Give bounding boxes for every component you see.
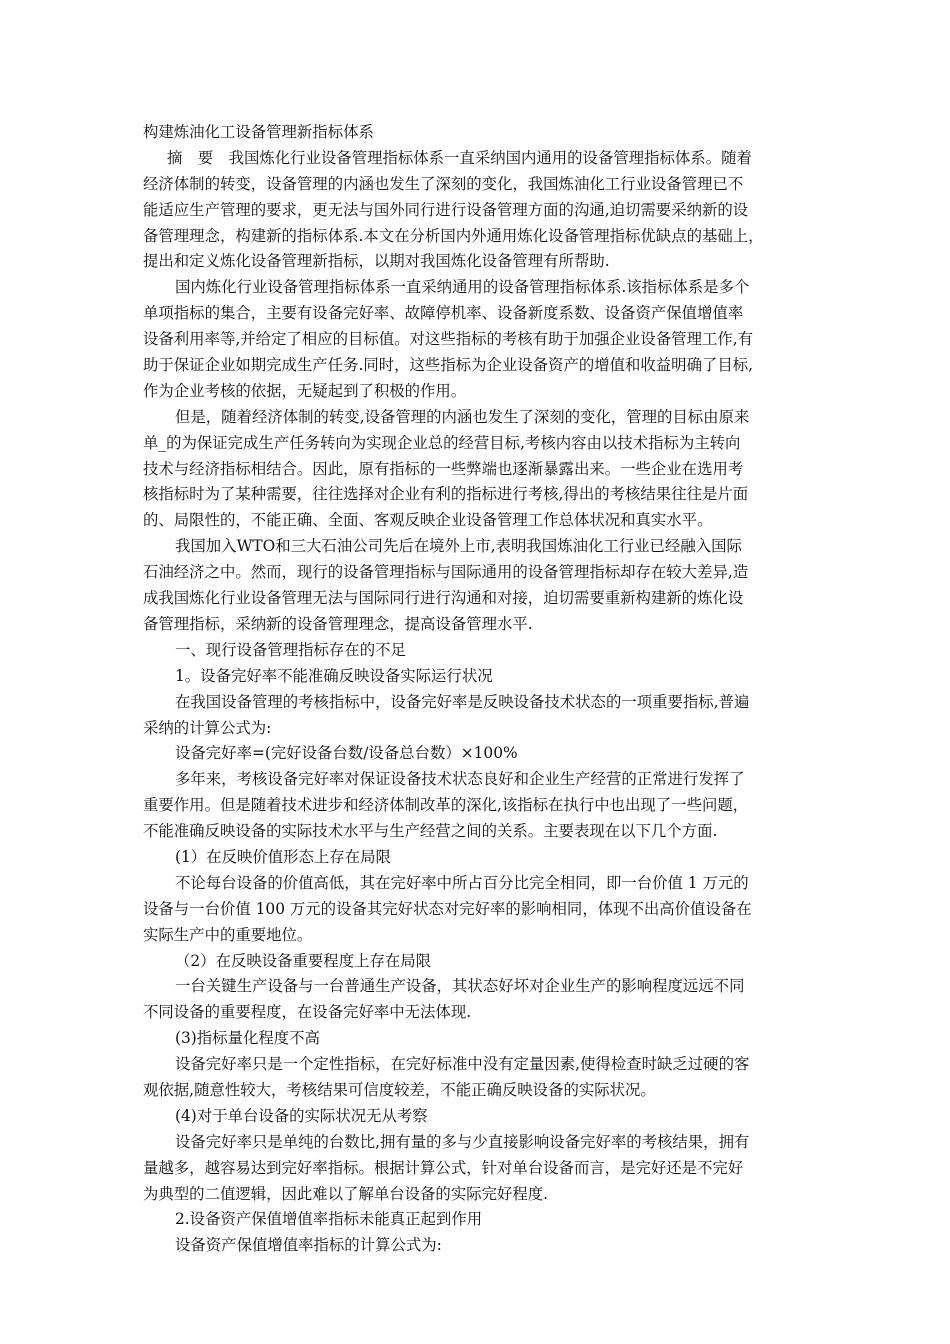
paragraph-line: 单项指标的集合，主要有设备完好率、故障停机率、设备新度系数、设备资产保值增值率 — [143, 304, 744, 323]
paragraph-line: 不同设备的重要程度，在设备完好率中无法体现. — [143, 1003, 472, 1022]
paragraph-line: 备管理指标，采纳新的设备管理理念，提高设备管理水平. — [143, 614, 533, 633]
paragraph-line: 重要作用。但是随着技术进步和经济体制改革的深化,该指标在执行中也出现了一些问题， — [143, 796, 749, 815]
abstract-line: 能适应生产管理的要求，更无法与国外同行进行设备管理方面的沟通,迫切需要采纳新的设 — [143, 200, 749, 219]
paragraph-line: 设备完好率只是单纯的台数比,拥有量的多与少直接影响设备完好率的考核结果，拥有 — [175, 1132, 750, 1151]
subsection-heading: 2.设备资产保值增值率指标未能真正起到作用 — [175, 1210, 483, 1229]
item-heading: (1）在反映价值形态上存在局限 — [175, 847, 391, 866]
paragraph-line: 我国加入WTO和三大石油公司先后在境外上市,表明我国炼油化工行业已经融入国际 — [175, 537, 742, 556]
section-heading: 一、现行设备管理指标存在的不足 — [175, 640, 406, 659]
paragraph-line: 助于保证企业如期完成生产任务.同时，这些指标为企业设备资产的增值和收益明确了目标, — [143, 356, 754, 375]
paragraph-line: 采纳的计算公式为: — [143, 718, 272, 737]
paragraph-line: 设备与一台价值 100 万元的设备其完好状态对完好率的影响相同，体现不出高价值设备在 — [143, 899, 752, 918]
paragraph-line: 量越多，越容易达到完好率指标。根据计算公式，针对单台设备而言，是完好还是不完好 — [143, 1158, 744, 1177]
paragraph-line: 多年来，考核设备完好率对保证设备技术状态良好和企业生产经营的正常进行发挥了 — [175, 770, 745, 789]
paragraph-line: 设备完好率只是一个定性指标，在完好标准中没有定量因素,使得检查时缺乏过硬的客 — [175, 1055, 750, 1074]
paragraph-line: 观依据,随意性较大，考核结果可信度较差，不能正确反映设备的实际状况。 — [143, 1080, 656, 1099]
formula-line: 设备完好率=(完好设备台数/设备总台数）×100% — [175, 744, 518, 763]
paragraph-line: 不论每台设备的价值高低，其在完好率中所占百分比完全相同，即一台价值 1 万元的 — [175, 873, 749, 892]
item-heading: (4)对于单台设备的实际状况无从考察 — [175, 1106, 428, 1125]
abstract-line: 备管理理念，构建新的指标体系.本文在分析国内外通用炼化设备管理指标优缺点的基础上， — [143, 226, 764, 245]
item-heading: （2）在反映设备重要程度上存在局限 — [175, 951, 432, 970]
paragraph-line: 石油经济之中。然而，现行的设备管理指标与国际通用的设备管理指标却存在较大差异,造 — [143, 563, 749, 582]
paragraph-line: 在我国设备管理的考核指标中，设备完好率是反映设备技术状态的一项重要指标,普遍 — [175, 692, 750, 711]
paragraph-line: 设备资产保值增值率指标的计算公式为: — [175, 1236, 442, 1255]
paragraph-line: 设备利用率等,并给定了相应的目标值。对这些指标的考核有助于加强企业设备管理工作,有 — [143, 330, 754, 349]
paragraph-line: 单_的为保证完成生产任务转向为实现企业总的经营目标,考核内容由以技术指标为主转向 — [143, 433, 741, 452]
paragraph-line: 实际生产中的重要地位。 — [143, 925, 313, 944]
abstract-line: 经济体制的转变，设备管理的内涵也发生了深刻的变化，我国炼油化工行业设备管理已不 — [143, 174, 744, 193]
paragraph-line: 国内炼化行业设备管理指标体系一直采纳通用的设备管理指标体系.该指标体系是多个 — [175, 278, 750, 297]
paragraph-line: 成我国炼化行业设备管理无法与国际同行进行沟通和对接，迫切需要重新构建新的炼化设 — [143, 589, 744, 608]
paragraph-line: 的、局限性的，不能正确、全面、客观反映企业设备管理工作总体状况和真实水平。 — [143, 511, 713, 530]
paragraph-line: 作为企业考核的依据，无疑起到了积极的作用。 — [143, 381, 467, 400]
abstract-line: 摘 要 我国炼化行业设备管理指标体系一直采纳国内通用的设备管理指标体系。随着 — [167, 148, 752, 167]
paragraph-line: 一台关键生产设备与一台普通生产设备，其状态好坏对企业生产的影响程度远远不同 — [175, 977, 745, 996]
subsection-heading: 1。设备完好率不能准确反映设备实际运行状况 — [175, 666, 493, 685]
document-page — [143, 120, 809, 1259]
paragraph-line: 核指标时为了某种需要，往往选择对企业有利的指标进行考核,得出的考核结果往往是片面 — [143, 485, 749, 504]
abstract-line: 提出和定义炼化设备管理新指标，以期对我国炼化设备管理有所帮助. — [143, 252, 610, 271]
paragraph-line: 为典型的二值逻辑，因此难以了解单台设备的实际完好程度. — [143, 1184, 549, 1203]
item-heading: (3)指标量化程度不高 — [175, 1029, 320, 1048]
paragraph-line: 技术与经济指标相结合。因此，原有指标的一些弊端也逐渐暴露出来。一些企业在选用考 — [143, 459, 744, 478]
paragraph-line: 但是，随着经济体制的转变,设备管理的内涵也发生了深刻的变化，管理的目标由原来 — [175, 407, 750, 426]
document-title: 构建炼油化工设备管理新指标体系 — [143, 123, 374, 141]
paragraph-line: 不能准确反映设备的实际技术水平与生产经营之间的关系。主要表现在以下几个方面. — [143, 822, 718, 841]
